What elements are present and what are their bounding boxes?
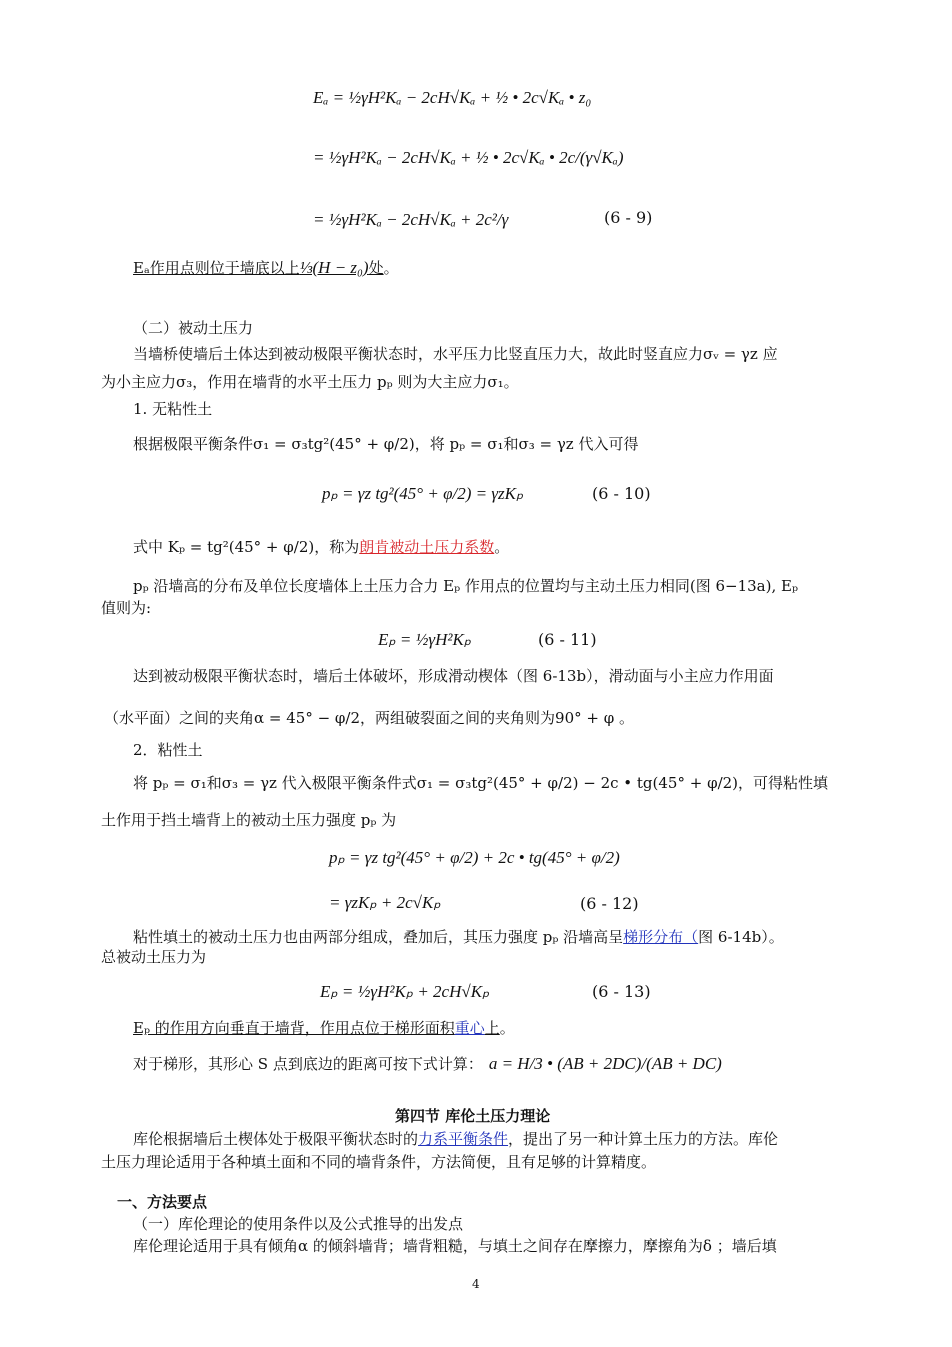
paragraph-coulomb-line1 — [133, 1129, 778, 1149]
equation-ea-line3: = ½γH²Kₐ − 2cH√Kₐ + 2c²/γ — [313, 210, 509, 229]
paragraph-coulomb-line2: 土压力理论适用于各种填土面和不同的墙背条件，方法简便，且有足够的计算精度。 — [101, 1153, 657, 1171]
centroid-link[interactable]: 重心 — [454, 1019, 485, 1037]
ep-direction-line — [133, 1018, 515, 1038]
section-heading-passive: （二）被动土压力 — [133, 319, 254, 337]
paragraph-cohesive-line1: 将 pₚ = σ₁和σ₃ = γz 代入极限平衡条件式σ₁ = σ₃tg²(45° + φ/2) − 2c • tg(45° + φ/2)，可得粘性填 — [133, 774, 829, 792]
subheading-cohesive: 2．粘性土 — [133, 741, 203, 759]
ea-point-formula: ⅓(H − z₀) — [299, 258, 369, 277]
subheading-cohesionless: 1. 无粘性土 — [133, 400, 213, 418]
equation-6-10: pₚ = γz tg²(45° + φ/2) = γzKₚ — [322, 484, 524, 503]
equation-6-11: Eₚ = ½γH²Kₚ — [378, 630, 472, 649]
kp-definition-line — [133, 537, 509, 557]
heading-method-points: 一、方法要点 — [117, 1193, 208, 1211]
equation-ea-line1: Eₐ = ½γH²Kₐ − 2cH√Kₐ + ½ • 2c√Kₐ • z₀ — [313, 88, 592, 107]
equation-number-6-12: (6 - 12) — [580, 894, 639, 913]
section-4-title: 第四节 库伦土压力理论 — [395, 1107, 551, 1125]
ea-point-text-end: 处 — [368, 259, 384, 277]
trapezoid-centroid-line — [133, 1054, 722, 1074]
paragraph-failure-line2: （水平面）之间的夹角α = 45° − φ/2，两组破裂面之间的夹角则为90° + φ 。 — [104, 709, 634, 727]
paragraph-coulomb-text: 库伦根据墙后土楔体处于极限平衡状态时的 — [133, 1130, 419, 1148]
equation-number-6-9: (6 - 9) — [604, 208, 653, 227]
kp-definition-text: 式中 Kₚ = tg²(45° + φ/2)，称为 — [133, 538, 360, 556]
paragraph-passive-line2: 为小主应力σ₃，作用在墙背的水平土压力 pₚ 则为大主应力σ₁。 — [101, 373, 519, 391]
trapezoid-centroid-formula: a = H/3 • (AB + 2DC)/(AB + DC) — [488, 1054, 722, 1073]
subheading-coulomb-conditions: （一）库伦理论的使用条件以及公式推导的出发点 — [133, 1215, 464, 1233]
page-number: 4 — [472, 1277, 480, 1291]
paragraph-trapezoid-end: 图 6-14b）。 — [698, 928, 784, 946]
paragraph-failure-line1: 达到被动极限平衡状态时，墙后土体破坏，形成滑动楔体（图 6-13b），滑动面与小主应力作用面 — [133, 667, 774, 685]
equation-number-6-13: (6 - 13) — [592, 982, 651, 1001]
paragraph-distribution-line1: pₚ 沿墙高的分布及单位长度墙体上土压力合力 Eₚ 作用点的位置均与主动土压力相同(图 6−13a), Eₚ — [133, 577, 798, 595]
equation-number-6-10: (6 - 10) — [592, 484, 651, 503]
rankine-passive-coefficient-link[interactable]: 朗肯被动土压力系数 — [359, 538, 495, 556]
equation-number-6-11: (6 - 11) — [538, 630, 597, 649]
paragraph-trapezoid-line1 — [133, 927, 784, 947]
kp-definition-end: 。 — [494, 538, 510, 556]
equation-6-12-line1: pₚ = γz tg²(45° + φ/2) + 2c • tg(45° + φ/2) — [329, 848, 620, 867]
paragraph-coulomb-conditions: 库伦理论适用于具有倾角α 的倾斜墙背；墙背粗糙，与填土之间存在摩擦力，摩擦角为δ ；墙后填 — [133, 1237, 777, 1255]
paragraph-trapezoid-text: 粘性填土的被动土压力也由两部分组成，叠加后，其压力强度 pₚ 沿墙高呈 — [133, 928, 624, 946]
equation-6-13: Eₚ = ½γH²Kₚ + 2cH√Kₚ — [320, 982, 490, 1001]
paragraph-coulomb-end: ，提出了另一种计算土压力的方法。库伦 — [508, 1130, 779, 1148]
equation-6-12-line2: = γzKₚ + 2c√Kₚ — [329, 893, 441, 912]
ep-direction-text: Eₚ 的作用方向垂直于墙背，作用点位于梯形面积 — [133, 1019, 455, 1037]
limit-condition-line: 根据极限平衡条件σ₁ = σ₃tg²(45° + φ/2)，将 pₚ = σ₁和σ₃ = γz 代入可得 — [133, 435, 639, 453]
ep-direction-end: 上 — [484, 1019, 500, 1037]
ea-point-period: 。 — [383, 259, 399, 277]
paragraph-passive-line1: 当墙桥使墙后土体达到被动极限平衡状态时，水平压力比竖直压力大，故此时竖直应力σᵥ = γz 应 — [133, 345, 778, 363]
trapezoid-centroid-text: 对于梯形，其形心 S 点到底边的距离可按下式计算： — [133, 1055, 483, 1073]
trapezoid-distribution-link[interactable]: 梯形分布（ — [623, 928, 699, 946]
ea-point-line — [133, 258, 399, 278]
ea-point-text: Eₐ作用点则位于墙底以上 — [133, 259, 300, 277]
paragraph-distribution-line2: 值则为: — [101, 599, 152, 617]
paragraph-cohesive-line2: 土作用于挡土墙背上的被动土压力强度 pₚ 为 — [101, 811, 397, 829]
ep-direction-period: 。 — [499, 1019, 515, 1037]
paragraph-trapezoid-line2: 总被动土压力为 — [101, 948, 207, 966]
equation-ea-line2: = ½γH²Kₐ − 2cH√Kₐ + ½ • 2c√Kₐ • 2c/(γ√Kₐ) — [313, 148, 624, 167]
force-equilibrium-link[interactable]: 力系平衡条件 — [418, 1130, 509, 1148]
